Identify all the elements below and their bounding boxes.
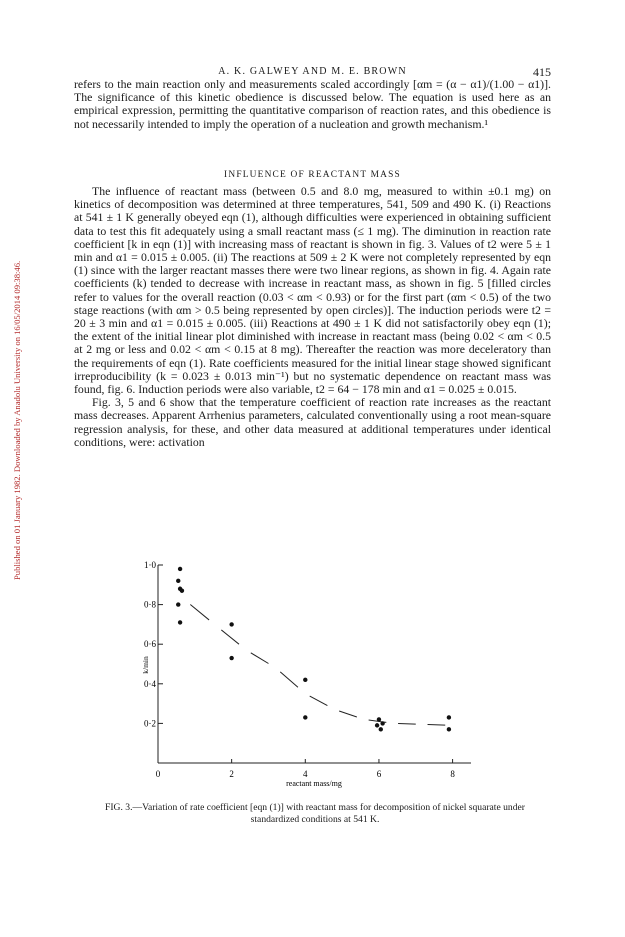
paragraph-arrhenius: Fig. 3, 5 and 6 show that the temperature coefficient of reaction rate increases as the reactant mass decreases. Apparent Arrhenius parameters, calculated conventionally using a root mean-square regression analysis, for these, and other data measured at additional temperatures under identical conditions, were: activation xyxy=(74,395,551,449)
data-point xyxy=(178,567,182,571)
data-point xyxy=(180,589,184,593)
paragraph-intro xyxy=(74,78,551,131)
trend-segment xyxy=(398,724,416,725)
data-point xyxy=(377,717,381,721)
data-point xyxy=(375,723,379,727)
data-points xyxy=(176,567,451,732)
tick-labels xyxy=(144,560,455,779)
figure-3-chart xyxy=(136,553,486,788)
data-point xyxy=(178,620,182,624)
data-point xyxy=(447,715,451,719)
x-tick-label: 4 xyxy=(303,769,308,779)
x-axis-label: reactant mass/mg xyxy=(286,779,342,788)
download-notice-text: Published on 01 January 1982. Downloaded by Anadolu University on 16/05/2014 09:38:46. xyxy=(12,260,22,580)
y-tick-label: 0·8 xyxy=(144,599,156,610)
x-tick-label: 2 xyxy=(229,769,234,779)
data-point xyxy=(303,678,307,682)
header-authors: A. K. GALWEY AND M. E. BROWN xyxy=(218,66,407,77)
figure-caption: FIG. 3.—Variation of rate coefficient [eqn (1)] with reactant mass for decomposition of nickel squarate under standardized conditions at 541 K. xyxy=(105,802,525,825)
y-axis-label: k/min xyxy=(141,656,150,674)
trend-segment xyxy=(190,605,209,620)
page-number: 415 xyxy=(533,65,551,79)
data-point xyxy=(176,579,180,583)
paragraph-intro-text: refers to the main reaction only and measurements scaled accordingly [αm = (α − α1)/(1.00 − α1)]. The significance of this kinetic obedience is discussed below. The equation is used here as an empirical expression, permitting the quantitative comparison of reaction rates, and this obedience is not necessarily intended to imply the operation of a nucleation and growth mechanism.¹ xyxy=(74,77,551,131)
download-notice xyxy=(0,160,22,580)
trend-segment xyxy=(280,672,298,687)
y-tick-label: 0·6 xyxy=(144,639,156,650)
trend-segment xyxy=(428,725,446,726)
x-tick-label: 0 xyxy=(155,769,161,779)
data-point xyxy=(447,727,451,731)
chart-axes xyxy=(158,565,471,763)
y-tick-label: 0·2 xyxy=(144,718,156,729)
trend-segment xyxy=(251,653,269,664)
data-point xyxy=(176,602,180,606)
data-point xyxy=(380,721,384,725)
trend-segment xyxy=(339,711,357,717)
data-point xyxy=(379,727,383,731)
section-heading: INFLUENCE OF REACTANT MASS xyxy=(224,170,401,180)
trend-segment xyxy=(221,630,239,644)
trend-segment xyxy=(310,696,328,706)
data-point xyxy=(229,656,233,660)
trend-line xyxy=(190,605,445,726)
data-point xyxy=(229,622,233,626)
x-tick-label: 8 xyxy=(450,769,455,779)
data-point xyxy=(303,715,307,719)
x-tick-label: 6 xyxy=(376,769,382,779)
paragraph-body xyxy=(74,185,551,449)
y-tick-label: 0·4 xyxy=(144,678,156,689)
y-tick-label: 1·0 xyxy=(144,560,156,570)
paragraph-reactant-mass: The influence of reactant mass (between 0.5 and 8.0 mg, measured to within ±0.1 mg) on kinetics of decomposition was determined at three temperatures, 541, 509 and 490 K. (i) Reactions at 541 ± 1 K generally obeyed eqn (1), although difficulties were experienced in obtaining sufficient data to test this fit adequately using a small reactant mass (≤ 1 mg). The diminution in reaction rate coefficient [k in eqn (1)] with increasing mass of reactant is shown in fig. 3. Values of t2 were 5 ± 1 min and α1 = 0.015 ± 0.005. (ii) The reactions at 509 ± 2 K were not completely represented by eqn (1) since with the larger reactant masses there were two linear regions, as shown in fig. 4. Again rate coefficients (k) tended to decrease with increase in reactant mass, as shown in fig. 5 [filled circles refer to values for the overall reaction (0.03 < αm < 0.93) or for the first part (αm < 0.5) of the two stage reactions (with αm > 0.5 being represented by open circles)]. The induction periods were t2 = 20 ± 3 min and α1 = 0.015 ± 0.005. (iii) Reactions at 490 ± 1 K did not satisfactorily obey eqn (1); the extent of the initial linear plot diminished with increase in reactant mass (being 0.02 < αm < 0.5 at 2 mg or less and 0.02 < αm < 0.15 at 8 mg). Thereafter the reaction was more deceleratory than the requirements of eqn (1). Rate coefficients measured for the initial linear stage showed significant irreproducibility (k = 0.023 ± 0.013 min⁻¹) but no systematic dependence on reactant mass was found, fig. 6. Induction periods were also variable, t2 = 64 − 178 min and α1 = 0.025 ± 0.015. xyxy=(74,184,551,397)
